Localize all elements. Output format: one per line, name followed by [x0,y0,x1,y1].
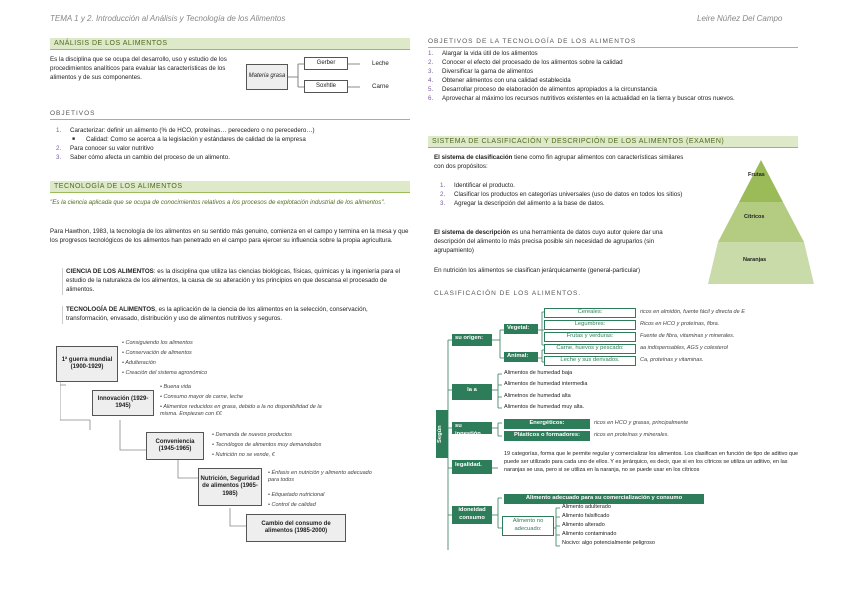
no-adecuado-box: Alimento no adecuado: [502,516,554,536]
list-item: 1. Caracterizar: definir un alimento (% de HCO, proteínas… perecedero o no perecedero…) [56,127,315,134]
no-adecuado-item: Alimento falsificado [562,513,610,519]
carne-box: Carne, huevos y pescado: [544,344,636,354]
pyramid-label-frutas: Frutas [748,172,765,178]
legumbres-note: Ricos en HCO y proteínas, fibra. [640,321,720,327]
humedad-item: Alimetnos de humedad alta [504,393,571,399]
list-item: 2. Para conocer su valor nutritivo [56,144,154,152]
energeticos-note: ricos en HCO y grasas, principalmente [594,420,689,426]
timeline-note: • Consiguiendo los alimentos [122,340,193,346]
clasif-title: CLASIFICACIÓN DE LOS ALIMENTOS. [434,290,582,297]
list-item: 2. Conocer el efecto del procesado de los alimentos sobre la calidad [428,58,623,66]
analisis-text: Es la disciplina que se ocupa del desarrollo, uso y estudio de los procedimientos analíticos para evaluar las características de los alimentos y de sus componentes. [50,56,227,81]
ciencia-def: CIENCIA DE LOS ALIMENTOS: es la disciplina que utiliza las ciencias biológicas, físicas, químicas y la ingeniería para el estudio de la naturaleza de los alimentos, la causa de su alteración y los principios en que descansa el procesado de alimentos. [62,268,412,295]
carne-note: aa indispensables, AGS y colesterol [640,345,728,351]
timeline-note: • Alimentos reducidos en grasa, debido a la no disponibilidad de la misma. Empiezan con €€ [160,404,322,418]
timeline-note: • Conservación de alimentos [122,350,192,356]
timeline-note: • Énfasis en nutrición y alimento adecuado para todos [268,470,372,484]
list-item: 6. Aprovechar al máximo los recursos nutritivos existentes en la actualidad en la tierra y buscar otros nuevos. [428,94,735,102]
gerber-box: Gerber [304,57,348,70]
origen-label: su origen: [452,334,492,346]
no-adecuado-item: Nocivo: algo potencialmente peligroso [562,540,655,546]
no-adecuado-item: Alimento adulterado [562,504,611,510]
legumbres-box: Legumbres: [544,320,636,330]
section-tecnologia-title: TECNOLOGÍA DE LOS ALIMENTOS [50,181,410,193]
animal-label: Animal: [504,352,538,362]
cereales-note: ricos en almidón, fuente fácil y directa de E [640,309,745,315]
materia-grasa-box: Materia grasa [246,64,288,90]
list-item: 4. Obtener alimentos con una calidad establecida [428,76,571,84]
objetivos-title: OBJETIVOS [50,110,410,120]
section-analisis-title: ANÁLISIS DE LOS ALIMENTOS [50,38,410,50]
list-item: 3. Saber cómo afecta un cambio del proceso de un alimento. [56,153,230,161]
frutas-verduras-box: Frutas y verduras: [544,332,636,342]
plasticos-box: Plásticos o formadores: [504,431,590,441]
soxhtle-product: Carne [372,83,389,90]
nutricion-text: En nutrición los alimentos se clasifican jerárquicamente (general-particular) [434,267,641,274]
timeline-note: • Nutrición no se vende, € [212,452,275,458]
list-item: 1. Alargar la vida útil de los alimentos [428,50,538,57]
timeline-note: • Tecnólogos de alimentos muy demandados [212,442,322,448]
no-adecuado-item: Alimento contaminado [562,531,617,537]
timeline-note: • Creación del sistema agronómico [122,370,208,376]
cereales-box: Cereales: [544,308,636,318]
timeline-note: • Buena vida [160,384,191,390]
timeline-note: • Adulteración [122,360,156,366]
vegetal-label: Vegetal: [504,324,538,334]
legalidad-text: 19 categorías, forma que le permite regular y comercializar los alimentos. Los clasifican en función de tipo de aditivo que puede ser utilizado para cada uno de ellos. Y es jerárquico, es decir, que si en los cítricos se utiliza un aditivo, en las naranjas se usa, pero si se utiliza en la naranja, no se puede usar en los cítricos [504,451,799,473]
legalidad-label: legalidad. [452,460,492,474]
sistema-intro: El sistema de clasificación tiene como fin agrupar alimentos con características similares con dos propósitos: [434,154,684,170]
tecnologia-para: Para Hawthon, 1983, la tecnología de los alimentos en su sentido más genuino, comienza en el campo y termina en la mesa y que los progresos tecnológicos de los alimentos han penetrado en el campo para ejercer su influencia sobre la propia agricultura. [50,228,409,244]
humedad-label: la a [452,384,492,400]
section-sistema-title: SISTEMA DE CLASIFICACIÓN Y DESCRIPCIÓN DE LOS ALIMENTOS (EXAMEN) [428,136,798,148]
humedad-item: Alimentos de humedad muy alta. [504,404,585,410]
objetivos-list [56,127,406,163]
timeline-item-3: Conveniencia (1945-1965) [146,432,204,460]
objetivos-tec-title: OBJETIVOS DE LA TECNOLOGÍA DE LOS ALIMENTOS [428,38,798,48]
timeline-note: • Demanda de nuevos productos [212,432,292,438]
pyramid-label-citricos: Cítricos [744,214,765,220]
timeline-item-5: Cambio del consumo de alimentos (1985-2000) [246,514,346,542]
pyramid-label-naranjas: Naranjas [743,257,767,263]
timeline-item-4: Nutrición, Seguridad de alimentos (1965-1985) [198,468,262,506]
adecuado-box: Alimento adecuado para su comercialización y consumo [504,494,704,504]
frutas-note: Fuente de fibra, vitaminas y minerales. [640,333,735,339]
no-adecuado-item: Alimento alterado [562,522,605,528]
humedad-item: Alimentos de humedad intermedia [504,381,588,387]
list-item: 3. Agregar la descripción del alimento a la base de datos. [440,199,605,207]
list-item: ■ Calidad: Como se acerca a la legislación y estándares de calidad de la empresa [72,135,306,143]
pyramid-top [739,160,783,202]
timeline-note: • Consumo mayor de carne, leche [160,394,243,400]
leche-box: Leche y sus derivados. [544,356,636,366]
plasticos-note: ricos en proteínas y minerales. [594,432,669,438]
energeticos-box: Energéticos: [504,419,590,429]
ingestion-label: su ingestión [452,422,492,434]
list-item: 3. Diversificar la gama de alimentos [428,67,534,75]
list-item: 5. Desarrollar proceso de elaboración de alimentos apropiados a la circunstancia [428,85,657,93]
header-title: TEMA 1 y 2. Introducción al Análisis y Tecnología de los Alimentos [50,14,286,23]
list-item: 1. Identificar el producto. [440,182,515,189]
sistema-list [440,182,685,209]
sistema-descripcion: El sistema de descripción es una herramienta de datos cuyo autor quiere dar una descripción del alimento lo más precisa posible sin necesidad de agruparlos (sin agrupamiento) [434,229,663,254]
pyramid-middle [718,202,804,242]
tecnologia-quote: "Es la ciencia aplicada que se ocupa de conocimientos relativos a los procesos de explotación industrial de los alimentos". [50,199,386,206]
timeline-item-1: 1ª guerra mundial (1900-1929) [56,346,118,382]
timeline-note: • Control de calidad [268,502,316,508]
timeline-item-2: Innovación (1929-1945) [92,390,154,416]
list-item: 2. Clasificar los productos en categorías universales (uso de datos en todos los sitios) [440,190,683,198]
leche-note: Ca, proteínas y vitaminas. [640,357,704,363]
soxhtle-box: Soxhtle [304,80,348,93]
tecno-def: TECNOLOGÍA DE ALIMENTOS, es la aplicación de la ciencia de los alimentos en la selección, conservación, transformación, envasado, distribución y uso de alimentos nutritivos y seguros. [62,306,412,324]
header-author: Leire Núñez Del Campo [697,14,783,23]
segun-label: Según [436,410,448,458]
timeline-note: • Etiquetado nutricional [268,492,325,498]
objetivos-tec-list [428,50,798,104]
gerber-product: Leche [372,60,389,67]
idoneidad-label: idoneidad consumo [452,506,492,524]
humedad-item: Alimentos de humedad baja [504,370,573,376]
